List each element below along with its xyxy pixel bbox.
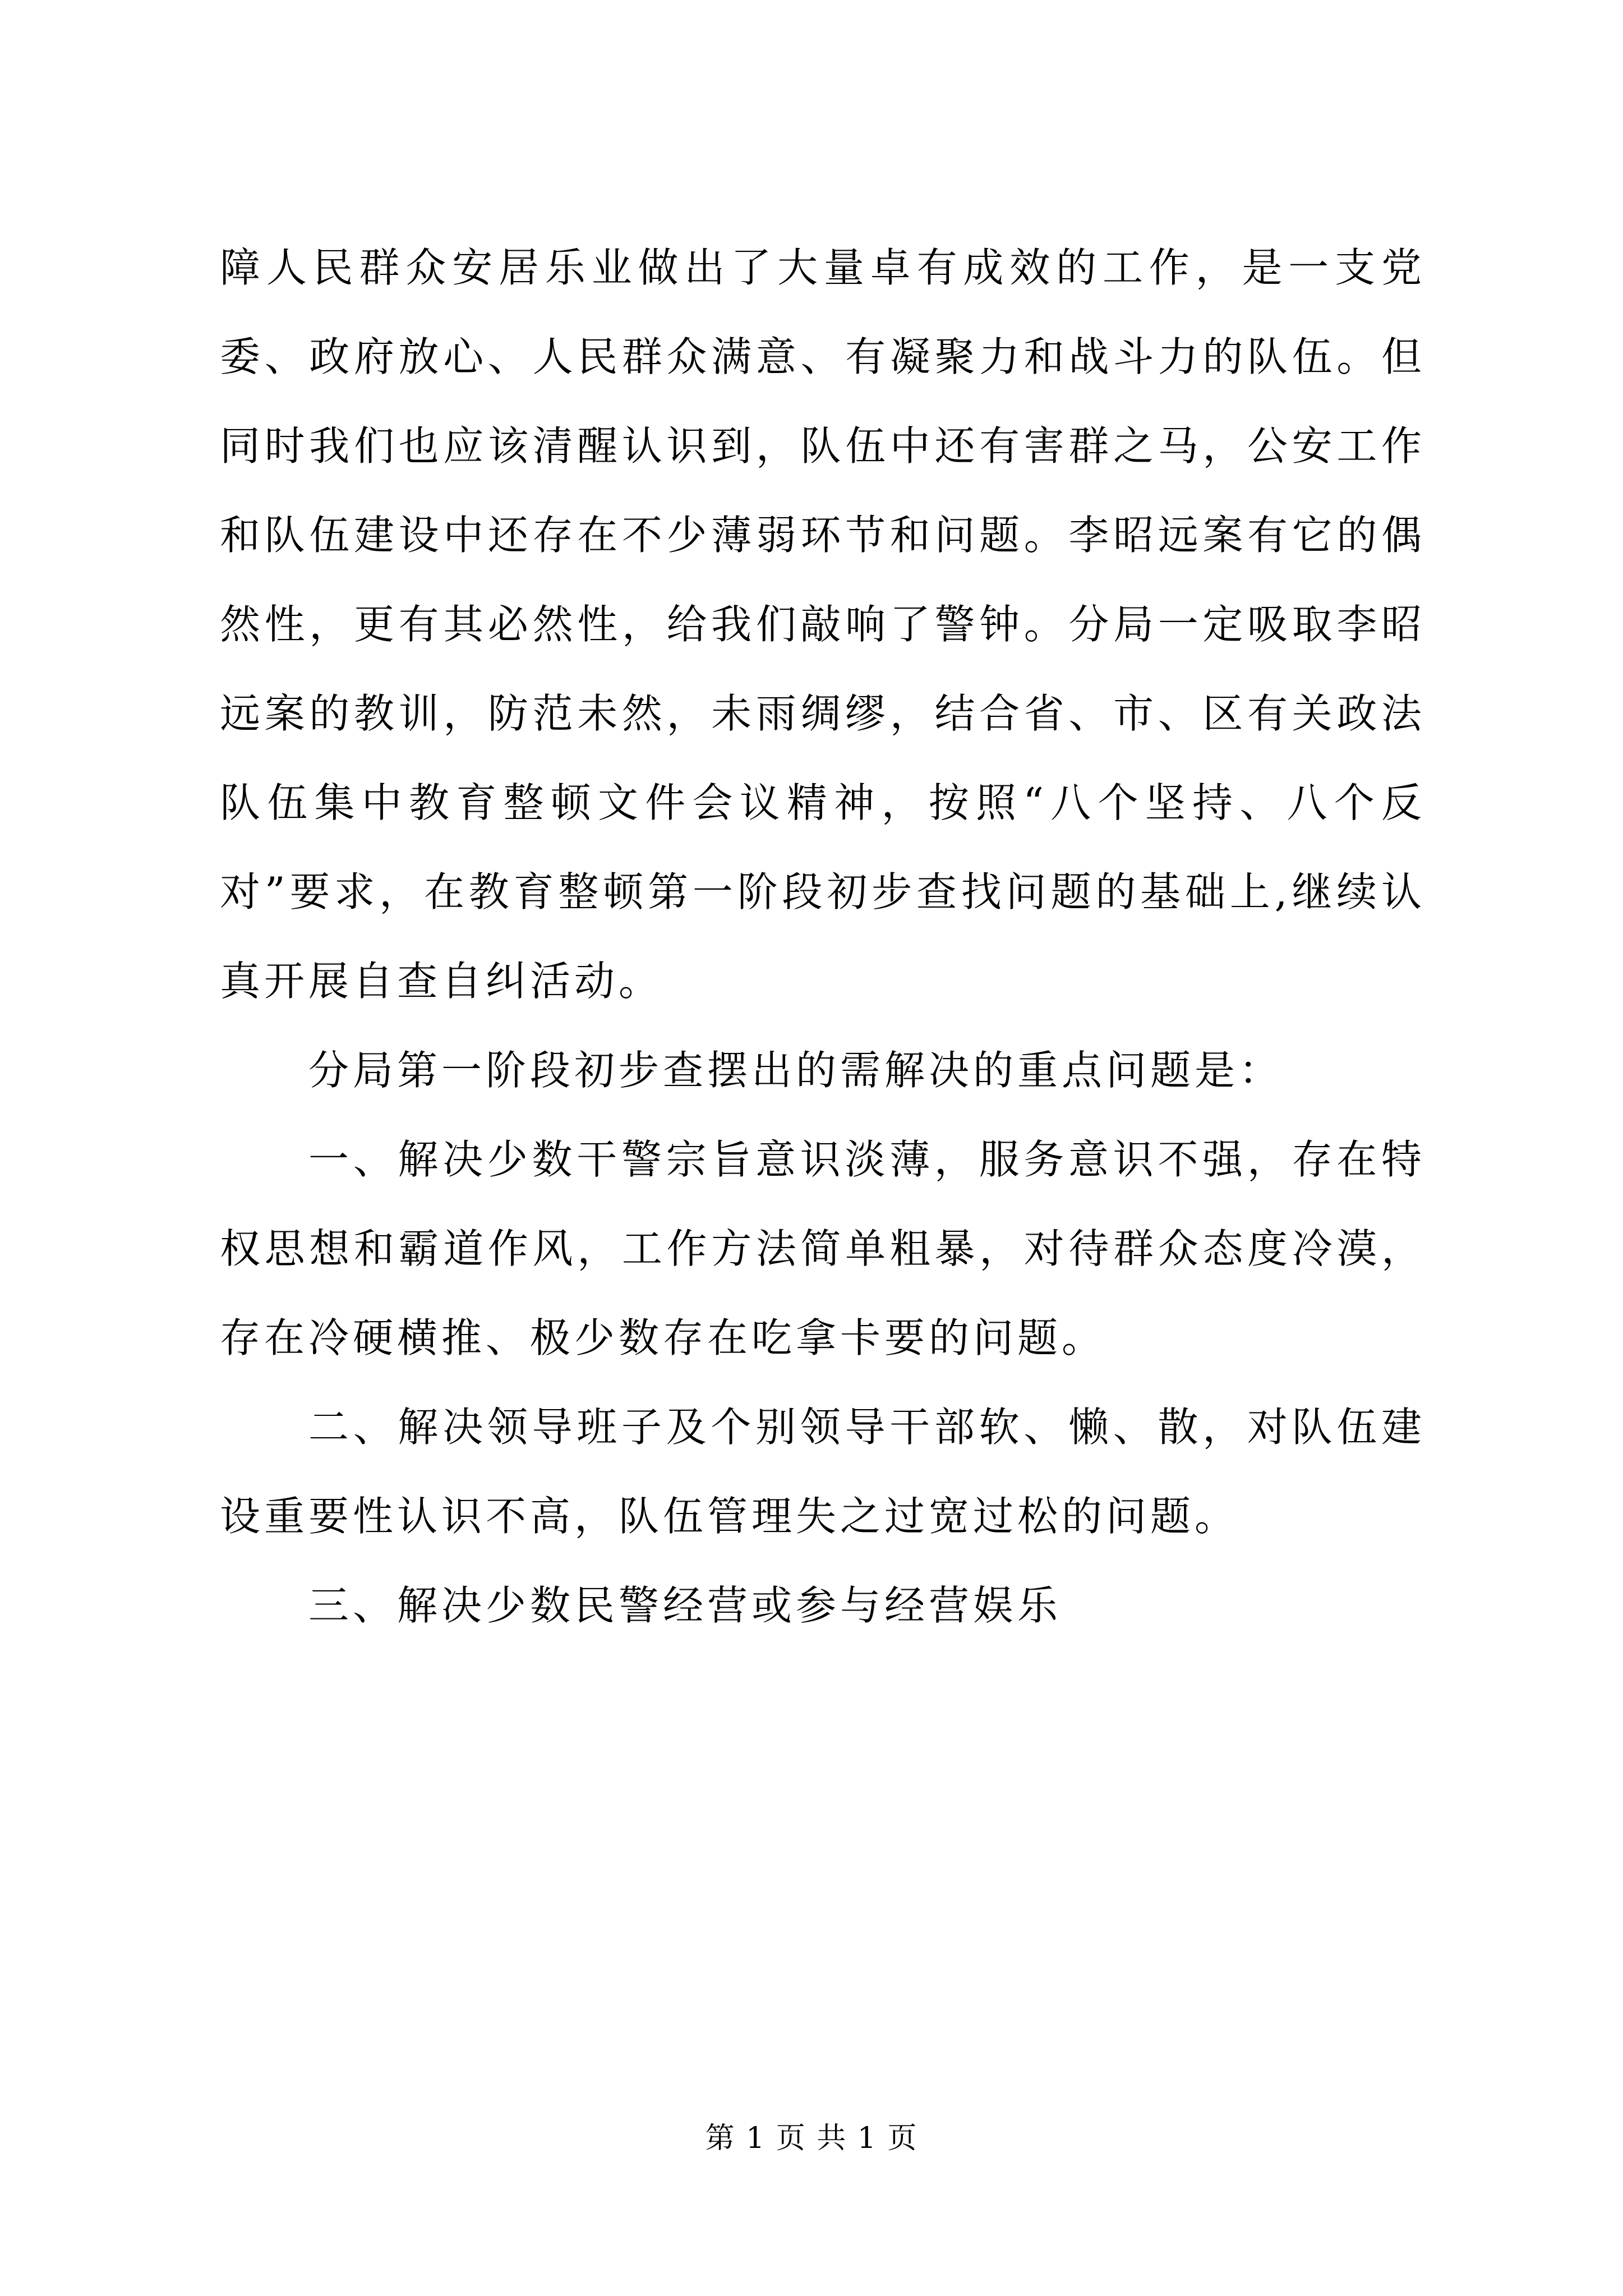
paragraph-key-issues-intro: 分局第一阶段初步查摆出的需解决的重点问题是：	[308, 1047, 1284, 1094]
page-number-footer: 第 1 页 共 1 页	[705, 2122, 918, 2155]
document-body	[220, 223, 1426, 1650]
paragraph-issue-three: 三、解决少数民警经营或参与经营娱乐	[308, 1582, 1062, 1629]
paragraph-issue-one: 一、解决少数干警宗旨意识淡薄，服务意识不强，存在特权思想和霸道作风，工作方法简单粗暴，对待群众态度冷漠，存在冷硬横推、极少数存在吃拿卡要的问题。	[220, 1136, 1426, 1361]
paragraph-issue-two: 二、解决领导班子及个别领导干部软、懒、散，对队伍建设重要性认识不高，队伍管理失之过宽过松的问题。	[220, 1404, 1426, 1540]
paragraph-continued: 障人民群众安居乐业做出了大量卓有成效的工作，是一支党委、政府放心、人民群众满意、有凝聚力和战斗力的队伍。但同时我们也应该清醒认识到，队伍中还有害群之马，公安工作和队伍建设中还存在不少薄弱环节和问题。李昭远案有它的偶然性，更有其必然性，给我们敲响了警钟。分局一定吸取李昭远案的教训，防范未然，未雨绸缪，结合省、市、区有关政法队伍集中教育整顿文件会议精神，按照“八个坚持、八个反对”要求，在教育整顿第一阶段初步查找问题的基础上,继续认真开展自查自纠活动。	[220, 244, 1426, 1005]
